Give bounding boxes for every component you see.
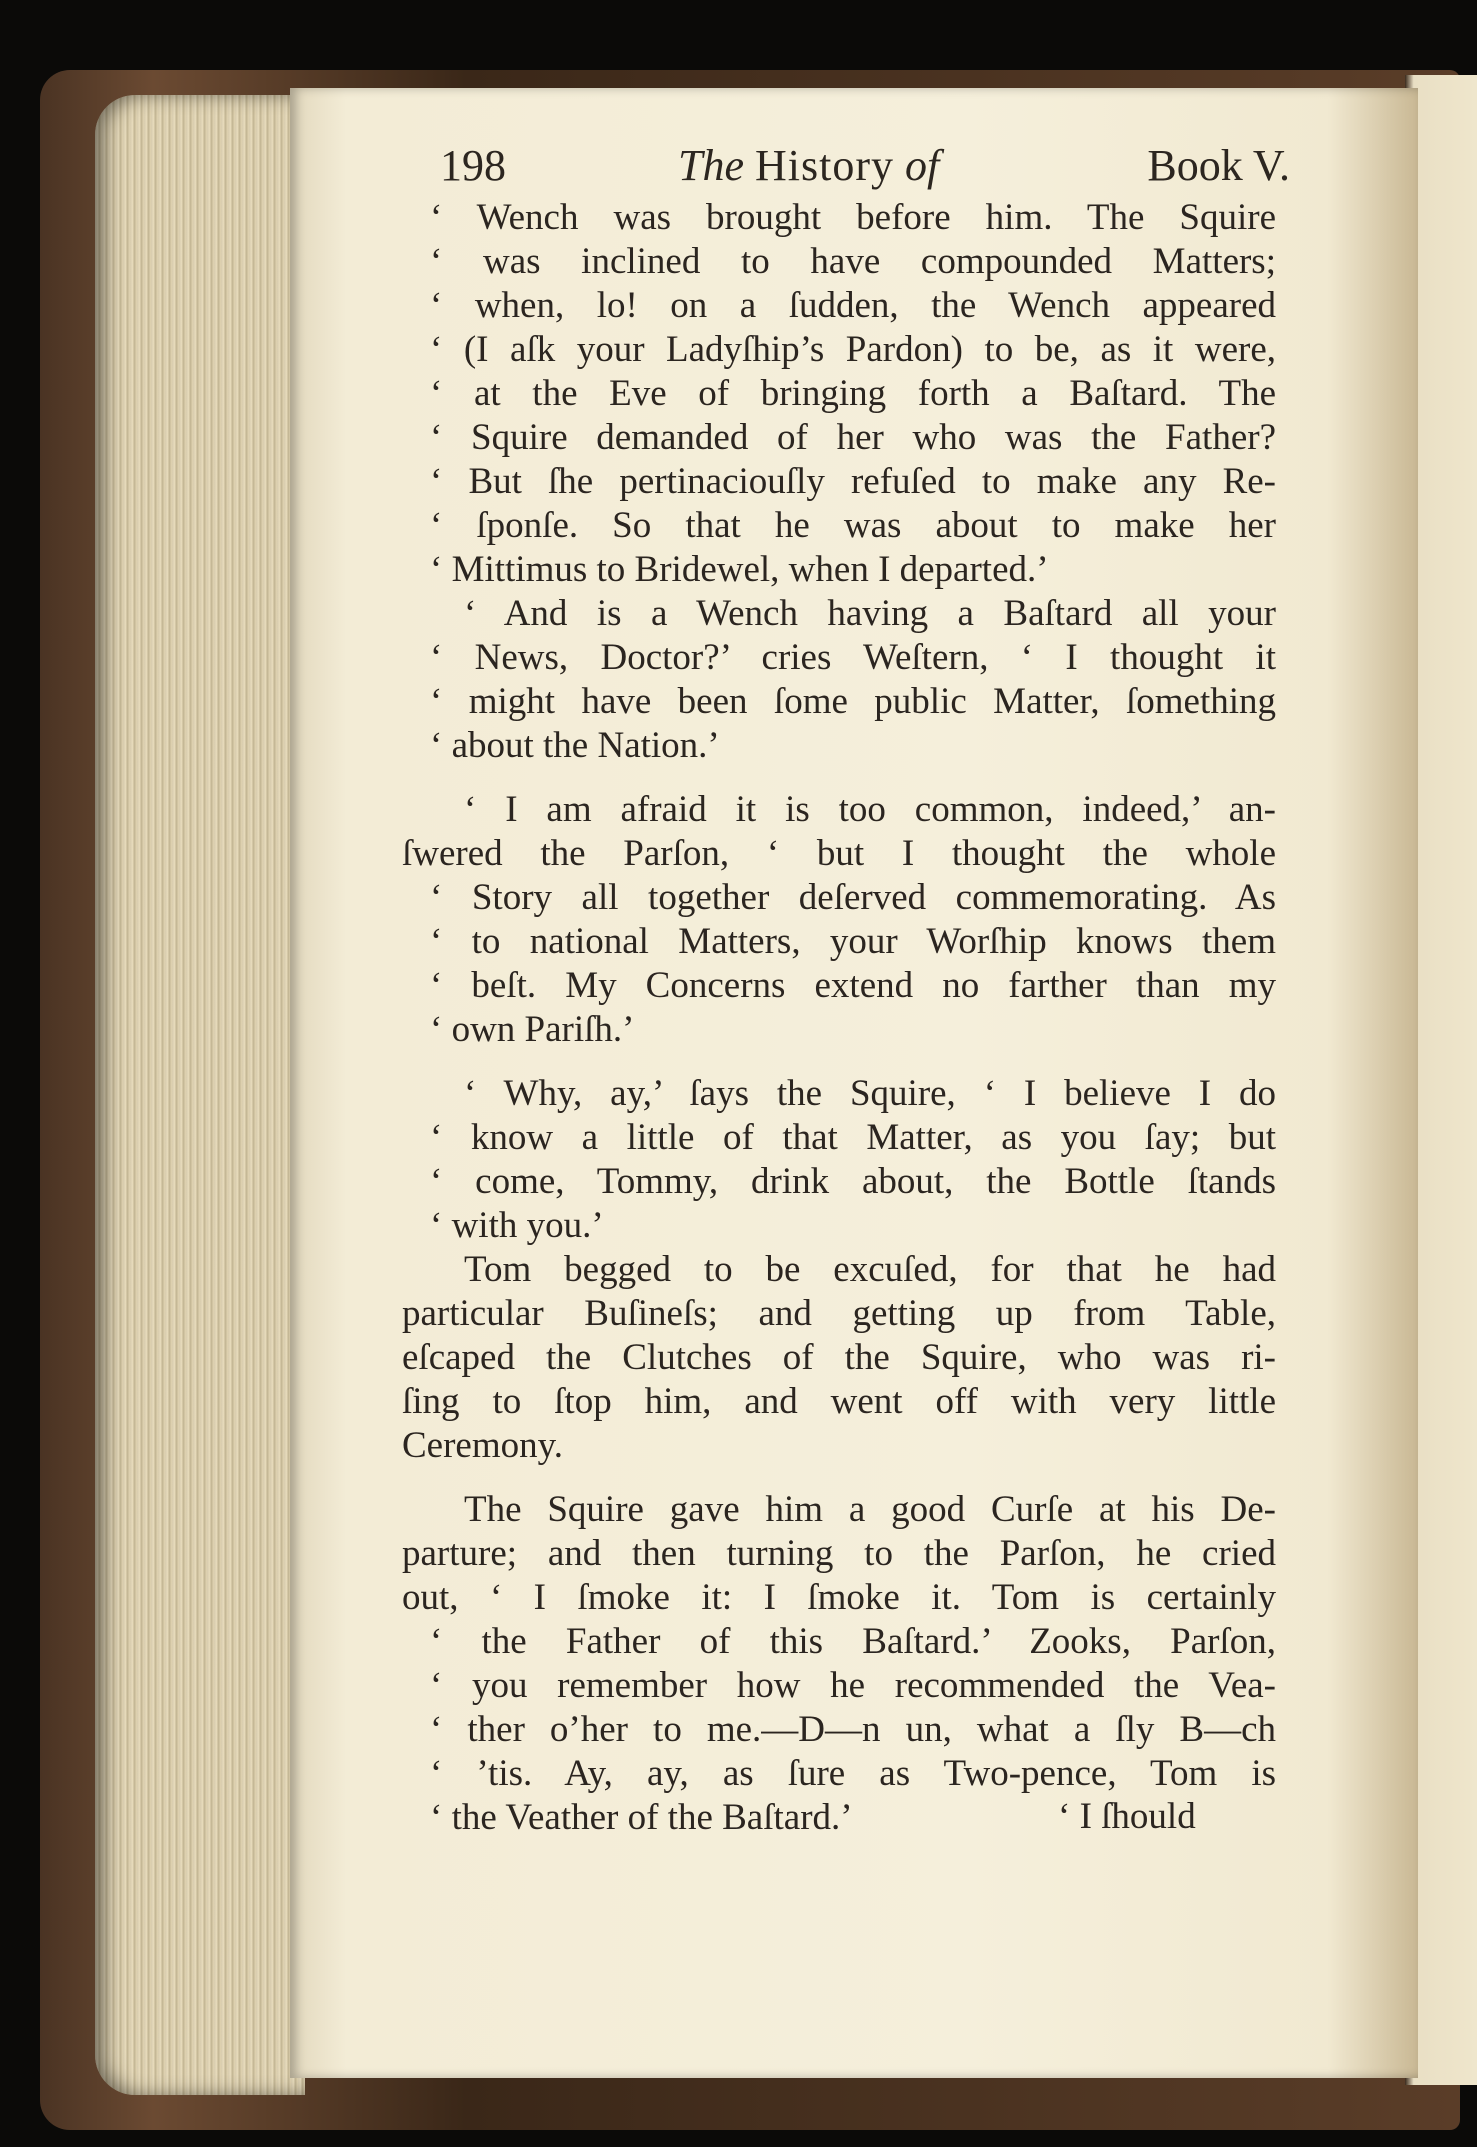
page-edges xyxy=(95,95,305,2095)
text-line: ‘ ſponſe. So that he was about to make her xyxy=(430,505,1276,546)
text-line: ‘ the Father of this Baſtard.’ Zooks, Parſon, xyxy=(430,1621,1276,1662)
text-line: Ceremony. xyxy=(402,1425,563,1466)
text-line: ‘ Squire demanded of her who was the Father? xyxy=(430,417,1276,458)
text-line: ‘ But ſhe pertinaciouſly refuſed to make any Re- xyxy=(430,461,1276,502)
text-line: ‘ Why, ay,’ ſays the Squire, ‘ I believe I do xyxy=(464,1073,1276,1114)
text-line: ‘ And is a Wench having a Baſtard all your xyxy=(464,593,1276,634)
text-line: ‘ Wench was brought before him. The Squire xyxy=(430,197,1276,238)
running-head xyxy=(440,140,1290,200)
text-line: ‘ come, Tommy, drink about, the Bottle ſtands xyxy=(430,1161,1276,1202)
text-line: ‘ (I aſk your Ladyſhip’s Pardon) to be, as it were, xyxy=(430,329,1276,370)
text-line: ‘ when, lo! on a ſudden, the Wench appeared xyxy=(430,285,1276,326)
text-line: particular Buſineſs; and getting up from Table, xyxy=(402,1293,1276,1334)
text-line: ‘ to national Matters, your Worſhip knows them xyxy=(430,921,1276,962)
text-line: ‘ know a little of that Matter, as you ſay; but xyxy=(430,1117,1276,1158)
text-line: ‘ beſt. My Concerns extend no farther than my xyxy=(430,965,1276,1006)
text-line: ſwered the Parſon, ‘ but I thought the whole xyxy=(402,833,1276,874)
text-line: ‘ Mittimus to Bridewel, when I departed.’ xyxy=(430,549,1049,590)
book-label: Book V. xyxy=(1147,141,1290,190)
text-line: ‘ at the Eve of bringing forth a Baſtard. The xyxy=(430,373,1276,414)
text-line: The Squire gave him a good Curſe at his De- xyxy=(464,1489,1276,1530)
text-line: ‘ own Pariſh.’ xyxy=(430,1009,635,1050)
text-line: ſing to ſtop him, and went off with very little xyxy=(402,1381,1276,1422)
text-line: eſcaped the Clutches of the Squire, who was ri- xyxy=(402,1337,1276,1378)
catchword: ‘ I ſhould xyxy=(1058,1796,1196,1837)
text-line: ‘ about the Nation.’ xyxy=(430,725,720,766)
text-line: ‘ was inclined to have compounded Matters; xyxy=(430,241,1276,282)
text-line: ‘ I am afraid it is too common, indeed,’ an- xyxy=(464,789,1276,830)
page-number: 198 xyxy=(440,141,506,190)
text-line: Tom begged to be excuſed, for that he had xyxy=(464,1249,1276,1290)
body-text xyxy=(402,196,1276,1840)
text-line: ‘ ’tis. Ay, ay, as ſure as Two-pence, Tom is xyxy=(430,1753,1276,1794)
text-line: parture; and then turning to the Parſon, he cried xyxy=(402,1533,1276,1574)
text-line: ‘ the Veather of the Baſtard.’ xyxy=(430,1797,853,1838)
text-line: ‘ ther o’her to me.—D—n un, what a ſly B—ch xyxy=(430,1709,1276,1750)
text-line: ‘ News, Doctor?’ cries Weſtern, ‘ I thought it xyxy=(430,637,1276,678)
text-line: ‘ Story all together deſerved commemorating. As xyxy=(430,877,1276,918)
running-title: The History of xyxy=(678,141,940,190)
text-line: out, ‘ I ſmoke it: I ſmoke it. Tom is certainly xyxy=(402,1577,1276,1618)
text-line: ‘ might have been ſome public Matter, ſomething xyxy=(430,681,1276,722)
text-line: ‘ with you.’ xyxy=(430,1205,604,1246)
text-line: ‘ you remember how he recommended the Vea- xyxy=(430,1665,1276,1706)
